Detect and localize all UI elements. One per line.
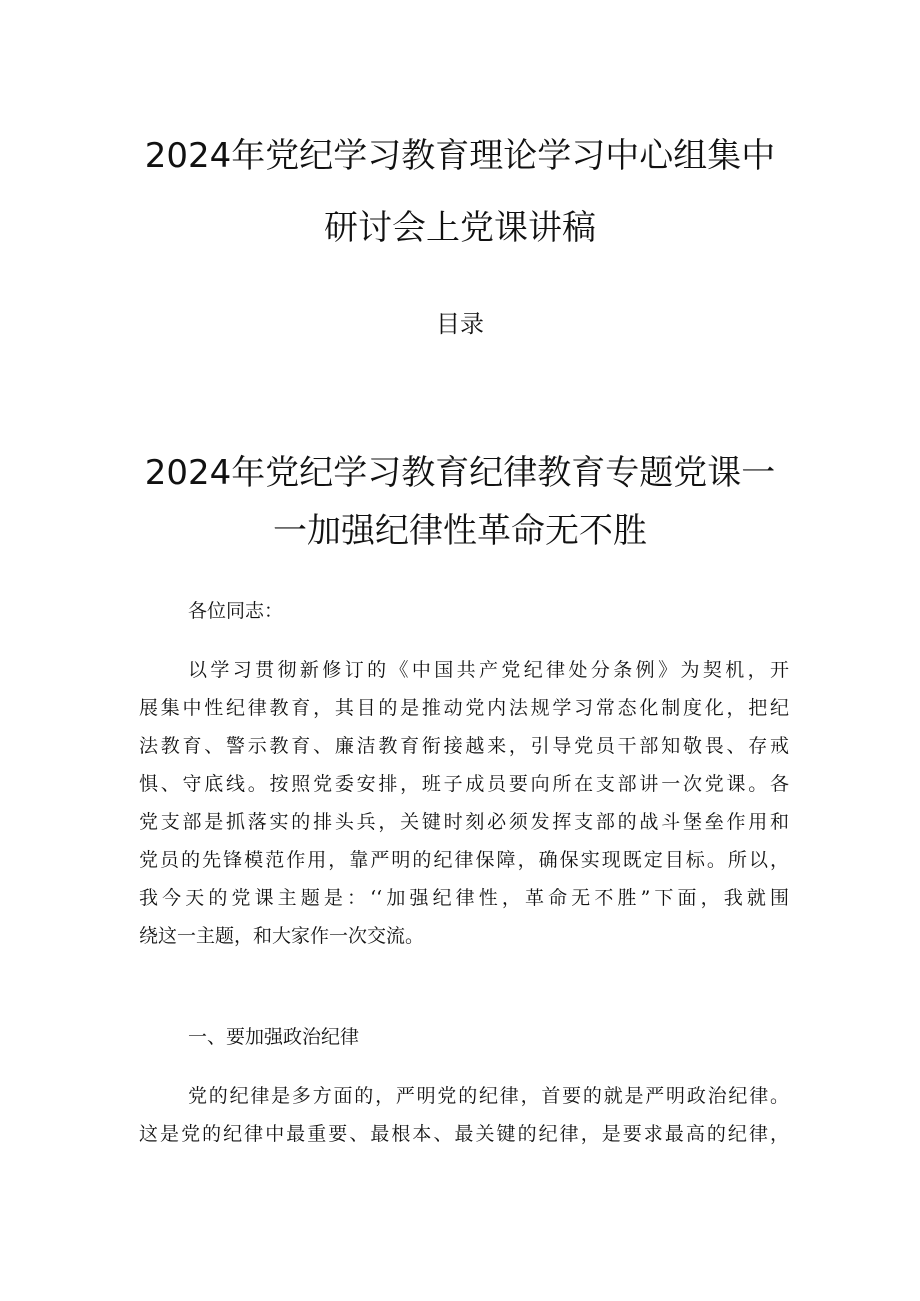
lesson-title-line-2: 一加强纪律性革命无不胜 bbox=[273, 511, 647, 551]
paragraph-1-line: 展集中性纪律教育，其目的是推动党内法规学习常态化制度化，把纪 bbox=[139, 697, 789, 719]
paragraph-1 bbox=[139, 651, 789, 955]
paragraph-2-line: 党的纪律是多方面的，严明党的纪律，首要的就是严明政治纪律。 bbox=[188, 1085, 789, 1107]
salutation: 各位同志： bbox=[188, 600, 284, 622]
paragraph-1-line: 党支部是抓落实的排头兵，关键时刻必须发挥支部的战斗堡垒作用和 bbox=[139, 811, 789, 833]
paragraph-1-line: 党员的先锋模范作用，靠严明的纪律保障，确保实现既定目标。所以， bbox=[139, 849, 789, 871]
lesson-title-line-1: 2024年党纪学习教育纪律教育专题党课一 bbox=[144, 453, 776, 493]
paragraph-2 bbox=[139, 1077, 789, 1153]
section-1-heading: 一、要加强政治纪律 bbox=[188, 1026, 360, 1048]
paragraph-1-line: 以学习贯彻新修订的《中国共产党纪律处分条例》为契机，开 bbox=[188, 659, 789, 681]
paragraph-1-line: 法教育、警示教育、廉洁教育衔接越来，引导党员干部知敬畏、存戒 bbox=[139, 735, 789, 757]
paragraph-1-line: 绕这一主题，和大家作一次交流。 bbox=[139, 925, 425, 947]
toc-heading: 目录 bbox=[436, 310, 484, 338]
paragraph-1-line: 我今天的党课主题是：‘‘加强纪律性，革命无不胜”下面，我就围 bbox=[139, 887, 789, 909]
paragraph-2-line: 这是党的纪律中最重要、最根本、最关键的纪律，是要求最高的纪律， bbox=[139, 1123, 789, 1145]
main-title-line-2: 研讨会上党课讲稿 bbox=[324, 208, 596, 248]
paragraph-1-line: 惧、守底线。按照党委安排，班子成员要向所在支部讲一次党课。各 bbox=[139, 773, 789, 795]
main-title-line-1: 2024年党纪学习教育理论学习中心组集中 bbox=[144, 136, 776, 176]
